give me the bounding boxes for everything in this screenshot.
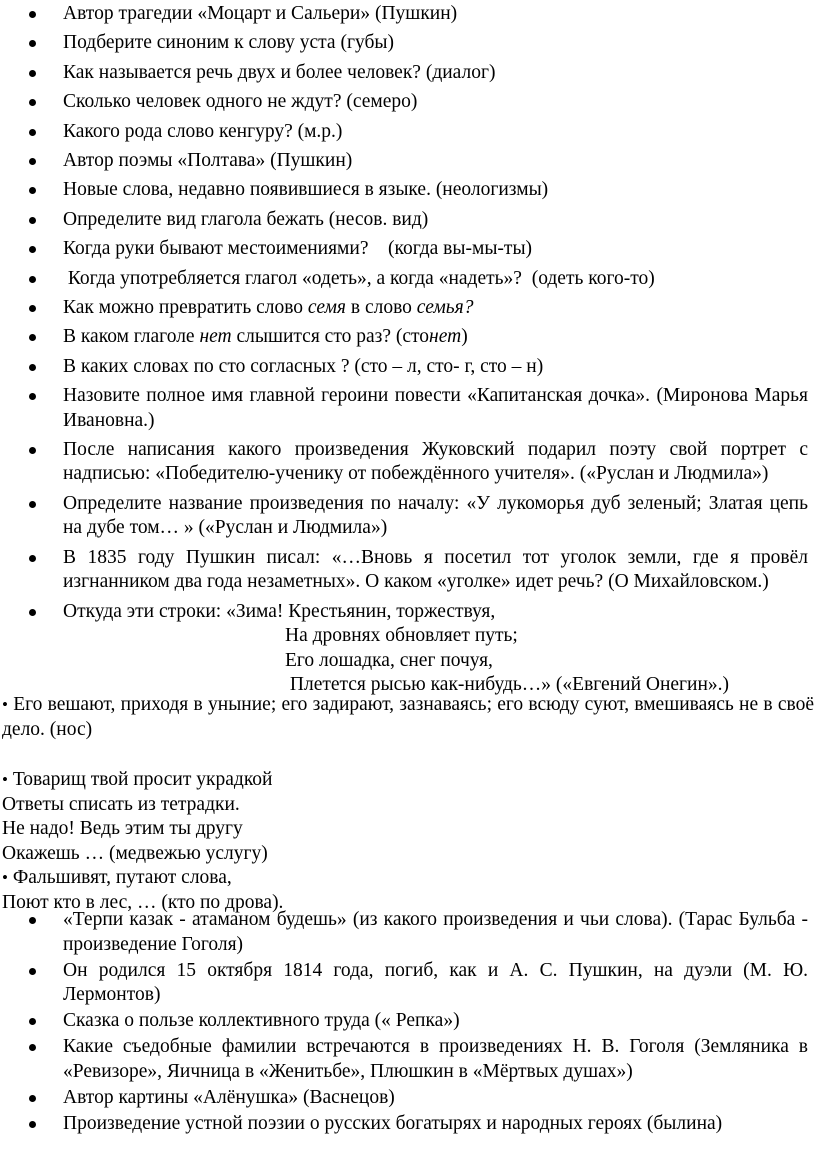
bullet-icon [29,1095,36,1102]
list-item: В 1835 году Пушкин писал: «…Вновь я посетил тот уголок земли, где я провёл изгнанником два года незаметных». О каком «уголке» идет речь? (О Михайловском.) [0,546,816,595]
bullet-icon [29,555,36,562]
list-item: Автор трагедии «Моцарт и Сальери» (Пушкин) [0,2,816,27]
list-item: Подберите синоним к слову уста (губы) [0,31,816,56]
list-item: Автор поэмы «Полтава» (Пушкин) [0,149,816,174]
list-item: После написания какого произведения Жуковский подарил поэту свой портрет с надписью: «Победителю-ученику от побеждённого учителя». («Руслан и Людмила») [0,438,816,487]
bullet-icon [29,11,36,18]
quiz-list-literature [0,2,816,698]
bullet-icon [29,364,36,371]
list-item: Когда употребляется глагол «одеть», а когда «надеть»? (одеть кого-то) [0,267,816,292]
list-item: Сказка о пользе коллективного труда (« Репка») [0,1009,816,1034]
list-item: Произведение устной поэзии о русских богатырях и народных героях (былина) [0,1112,816,1137]
bullet-icon [29,609,36,616]
bullet-icon [29,40,36,47]
bullet-icon: • [2,770,8,789]
list-item: В каких словах по сто согласных ? (сто – л, сто- г, сто – н) [0,355,816,380]
list-item: Назовите полное имя главной героини повести «Капитанская дочка». (Миронова Марья Ивановна.) [0,384,816,433]
list-item: Как называется речь двух и более человек? (диалог) [0,61,816,86]
list-item: Какого рода слово кенгуру? (м.р.) [0,120,816,145]
list-item: Сколько человек одного не ждут? (семеро) [0,90,816,115]
bullet-icon [29,158,36,165]
riddle-line: Не надо! Ведь этим ты другу [2,818,243,839]
verse-line: Его лошадка, снег почуя, [285,649,493,671]
verse-line: Плетется рысью как-нибудь…» («Евгений Онегин».) [285,674,730,696]
quiz-list-authors [0,908,816,1138]
riddle-line: Ответы списать из тетрадки. [2,793,240,815]
bullet-icon [29,447,36,454]
bullet-icon [29,305,36,312]
bullet-icon [29,70,36,77]
bullet-icon [29,187,36,194]
list-item: Новые слова, недавно появившиеся в языке. (неологизмы) [0,178,816,203]
bullet-icon [29,393,36,400]
list-item: В каком глаголе нет слышится сто раз? (стонет) [0,325,816,350]
bullet-icon: • [2,695,8,714]
bullet-icon [29,501,36,508]
bullet-icon [29,334,36,341]
bullet-icon [29,1018,36,1025]
verse-line: На дровнях обновляет путь; [285,625,518,647]
riddle-nose: • Его вешают, приходя в уныние; его задирают, зазнаваясь; его всюду суют, вмешиваясь не в своё дело. (нос) [2,694,814,740]
riddle-favor: • Товарищ твой просит украдкой Ответы списать из тетрадки. Не надо! Ведь этим ты другу Окажешь … (медвежью услугу) [2,768,814,866]
list-item: Автор картины «Алёнушка» (Васнецов) [0,1086,816,1111]
riddle-block [0,768,814,915]
bullet-icon [29,129,36,136]
list-item: Он родился 15 октября 1814 года, погиб, как и А. С. Пушкин, на дуэли (М. Ю. Лермонтов) [0,959,816,1008]
bullet-icon [29,276,36,283]
riddle-line: Окажешь … (медвежью услугу) [2,842,268,864]
list-item: Как можно превратить слово семя в слово семья? [0,296,816,321]
list-item: Откуда эти строки: «Зима! Крестьянин, торжествуя, На дровнях обновляет путь; Его лошадка, снег почуя, Плетется рысью как-нибудь…» («Евгений Онегин».) [0,600,816,698]
bullet-icon [29,917,36,924]
list-item: Определите название произведения по началу: «У лукоморья дуб зеленый; Златая цепь на дубе том… » («Руслан и Людмила») [0,492,816,541]
list-item: «Терпи казак - атаманом будешь» (из какого произведения и чьи слова). (Тарас Бульба - произведение Гоголя) [0,908,816,957]
bullet-icon [29,217,36,224]
riddle-line: Поют кто в лес, … (кто по дрова). [2,891,284,913]
bullet-icon [29,1121,36,1128]
bullet-icon: • [2,868,8,887]
list-item: Определите вид глагола бежать (несов. вид) [0,208,816,233]
riddle-words: • Фальшивят, путают слова, Поют кто в лес, … (кто по дрова). [2,866,814,915]
bullet-icon [29,968,36,975]
verse-block [0,624,808,698]
bullet-icon [29,99,36,106]
bullet-icon [29,246,36,253]
bullet-icon [29,1044,36,1051]
list-item: Когда руки бывают местоимениями? (когда вы-мы-ты) [0,237,816,262]
list-item: Какие съедобные фамилии встречаются в произведениях Н. В. Гоголя (Земляника в «Ревизоре», Яичница в «Женитьбе», Плюшкин в «Мёртвых душах») [0,1035,816,1084]
